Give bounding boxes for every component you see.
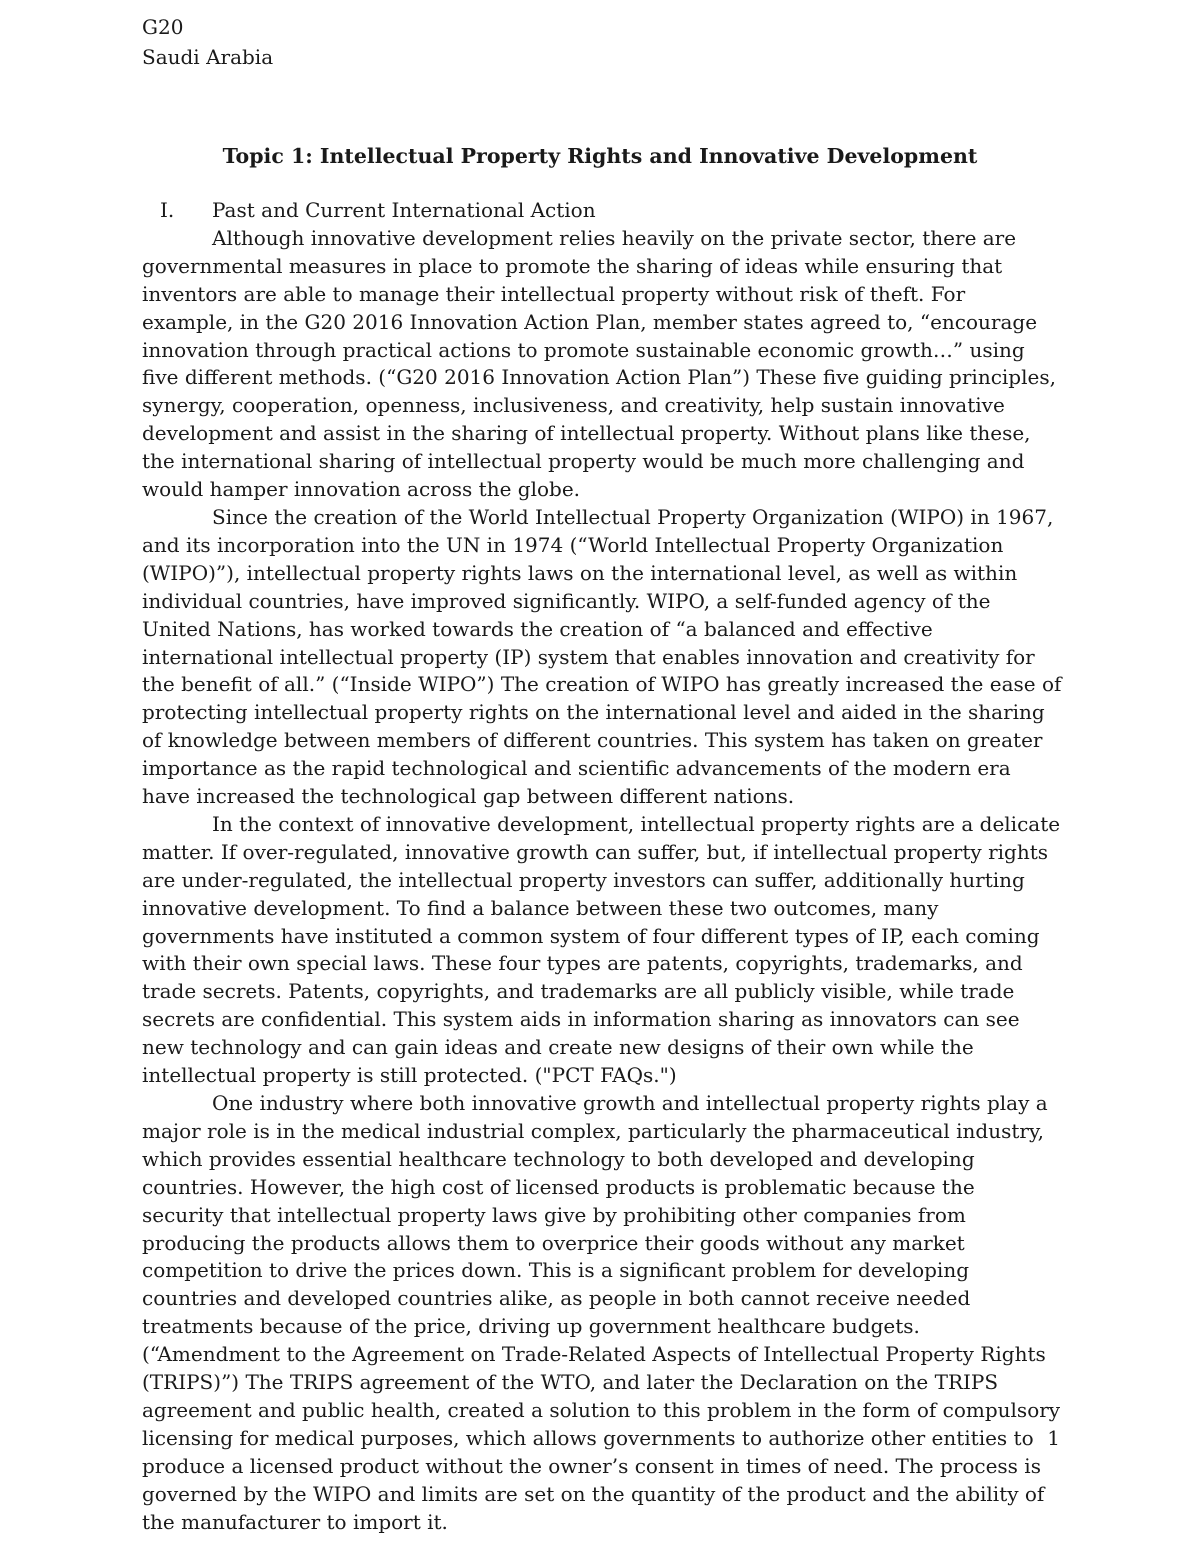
paragraph-2: Since the creation of the World Intellectual Property Organization (WIPO) in 1967, and its incorporation into the UN in 1974 (“World Intellectual Property Organization (WIPO)”), intellectual property rights laws on the international level, as well as within individual countries, have improved significantly. WIPO, a self-funded agency of the United Nations, has worked towards the creation of “a balanced and effective international intellectual property (IP) system that enables innovation and creativity for the benefit of all.” (“Inside WIPO”) The creation of WIPO has greatly increased the ease of protecting intellectual property rights on the international level and aided in the sharing of knowledge between members of different countries. This system has taken on greater importance as the rapid technological and scientific advancements of the modern era have increased the technological gap between different nations.: [142, 504, 1062, 809]
paragraph-3: In the context of innovative development, intellectual property rights are a delicate matter. If over-regulated, innovative growth can suffer, but, if intellectual property rights are under-regulated, the intellectual property investors can suffer, additionally hurting innovative development. To find a balance between these two outcomes, many governments have instituted a common system of four different types of IP, each coming with their own special laws. These four types are patents, copyrights, trademarks, and trade secrets. Patents, copyrights, and trademarks are all publicly visible, while trade secrets are confidential. This system aids in information sharing as innovators can see new technology and can gain ideas and create new designs of their own while the intellectual property is still protected. ("PCT FAQs."): [142, 811, 1061, 1088]
header-country: Saudi Arabia: [142, 45, 274, 69]
paragraph-1: Although innovative development relies heavily on the private sector, there are governmental measures in place to promote the sharing of ideas while ensuring that inventors are able to manage their intellectual property without risk of theft. For example, in the G20 2016 Innovation Action Plan, member states agreed to, “encourage innovation through practical actions to promote sustainable economic growth…” using five different methods. (“G20 2016 Innovation Action Plan”) These five guiding principles, synergy, cooperation, openness, inclusiveness, and creativity, help sustain innovative development and assist in the sharing of intellectual property. Without plans like these, the international sharing of intellectual property would be much more challenging and would hamper innovation across the globe.: [142, 225, 1056, 502]
section-number: I.: [160, 198, 175, 222]
section-title: Past and Current International Action: [212, 198, 596, 222]
document-header: [142, 12, 273, 72]
document-title: Topic 1: Intellectual Property Rights and Innovative Development: [222, 144, 978, 168]
page-number: 1: [1047, 1426, 1060, 1450]
section-heading: [142, 197, 1062, 225]
document-body: [142, 197, 1062, 1537]
header-committee: G20: [142, 15, 184, 39]
paragraph-4: One industry where both innovative growth and intellectual property rights play a major role is in the medical industrial complex, particularly the pharmaceutical industry, which provides essential healthcare technology to both developed and developing countries. However, the high cost of licensed products is problematic because the security that intellectual property laws give by prohibiting other companies from producing the products allows them to overprice their goods without any market competition to drive the prices down. This is a significant problem for developing countries and developed countries alike, as people in both cannot receive needed treatments because of the price, driving up government healthcare budgets. (“Amendment to the Agreement on Trade-Related Aspects of Intellectual Property Rights (TRIPS)”) The TRIPS agreement of the WTO, and later the Declaration on the TRIPS agreement and public health, created a solution to this problem in the form of compulsory licensing for medical purposes, which allows governments to authorize other entities to produce a licensed product without the owner’s consent in times of need. The process is governed by the WIPO and limits are set on the quantity of the product and the ability of the manufacturer to import it.: [142, 1091, 1061, 1534]
